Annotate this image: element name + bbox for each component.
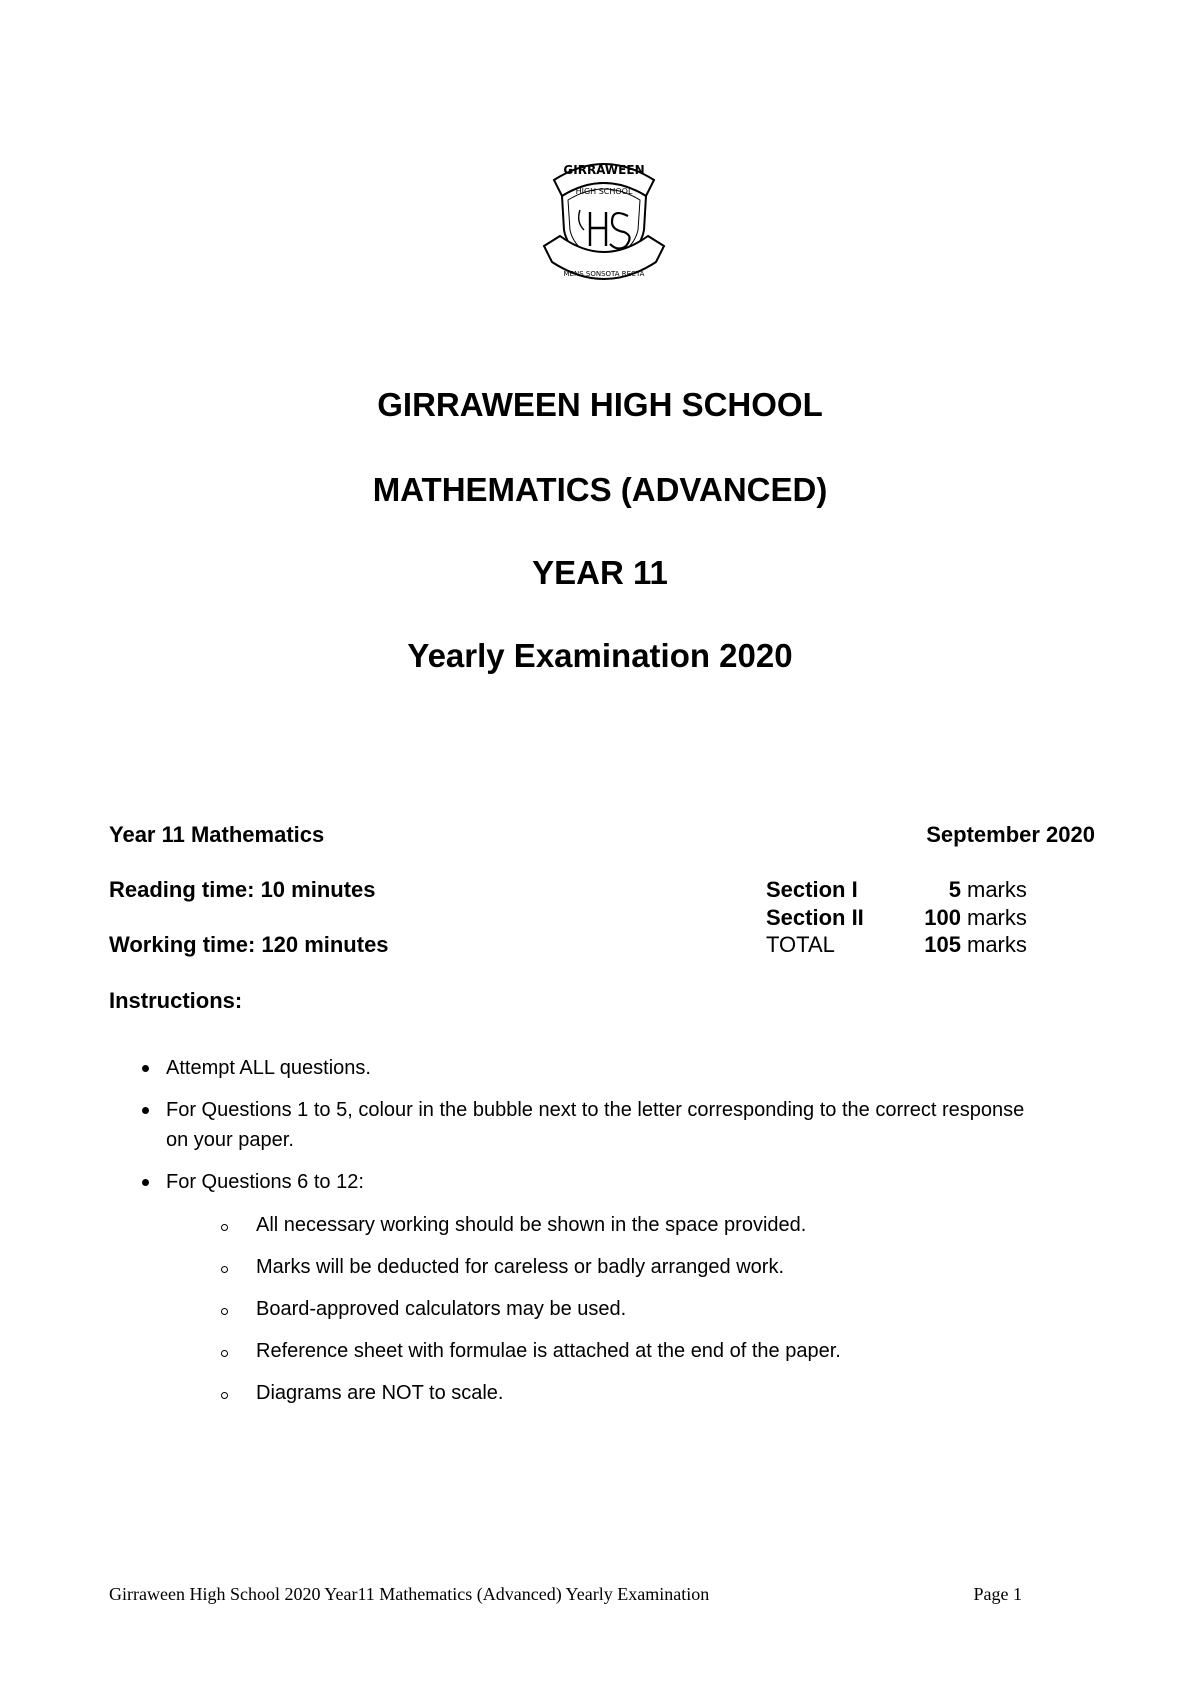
sub-bullet-icon [221,1266,228,1273]
crest-motto: MENS SONSOTA RECTA [563,270,645,278]
section-label: Section II [766,904,864,930]
section-marks-value: 100 [924,904,961,930]
section-label: Section I [766,877,858,902]
bullet-icon [142,1179,149,1186]
marks-row [766,904,1027,932]
sub-bullet-icon [221,1224,228,1231]
sub-instruction-text: Reference sheet with formulae is attached at the end of the paper. [256,1340,841,1362]
year-title: YEAR 11 [532,554,668,591]
marks-row [766,876,1027,904]
list-item [166,1053,1046,1083]
instruction-text: Attempt ALL questions. [166,1057,371,1079]
instruction-text: For Questions 6 to 12: [166,1171,364,1193]
working-time: Working time: 120 minutes [109,932,389,957]
section-marks-unit: marks [967,877,1027,902]
subject-title: MATHEMATICS (ADVANCED) [372,471,828,508]
marks-table [766,876,1027,959]
sub-bullet-icon [221,1392,228,1399]
sub-instruction-text: Board-approved calculators may be used. [256,1298,627,1320]
sub-instruction-text: Diagrams are NOT to scale. [256,1382,504,1404]
crest-sub-text: HIGH SCHOOL [575,187,633,196]
course-name: Year 11 Mathematics [109,822,325,847]
section-marks-unit: marks [967,904,1027,930]
instruction-text: For Questions 1 to 5, colour in the bubble next to the letter corresponding to the correct response on your paper. [166,1099,1025,1151]
school-title: GIRRAWEEN HIGH SCHOOL [377,386,823,423]
list-item [166,1167,1046,1197]
sub-list-item [256,1336,1056,1366]
school-crest-icon [540,150,668,290]
sub-instruction-text: All necessary working should be shown in the space provided. [256,1214,807,1236]
sub-instruction-text: Marks will be deducted for careless or badly arranged work. [256,1256,785,1278]
sub-list-item [256,1294,1056,1324]
crest-monogram: HS [598,242,600,243]
list-item [166,1095,1046,1155]
exam-title: Yearly Examination 2020 [407,637,793,674]
sub-bullet-icon [221,1308,228,1315]
sub-list-item [256,1252,1056,1282]
footer-title: Girraween High School 2020 Year11 Mathematics (Advanced) Yearly Examination [109,1584,710,1604]
reading-time: Reading time: 10 minutes [109,877,376,902]
section-marks-value: 5 [948,877,961,902]
bullet-icon [142,1107,149,1114]
page-number: Page 1 [973,1584,1022,1604]
total-marks-unit: marks [967,932,1027,957]
marks-row [766,931,1027,959]
exam-date: September 2020 [926,822,1095,847]
sub-bullet-icon [221,1350,228,1357]
total-label: TOTAL [766,932,835,957]
instructions-heading: Instructions: [109,988,243,1013]
sub-list-item [256,1378,1056,1408]
total-marks-value: 105 [924,932,961,957]
bullet-icon [142,1065,149,1072]
crest-arc-text: GIRRAWEEN [563,163,645,177]
sub-list-item [256,1210,1056,1240]
